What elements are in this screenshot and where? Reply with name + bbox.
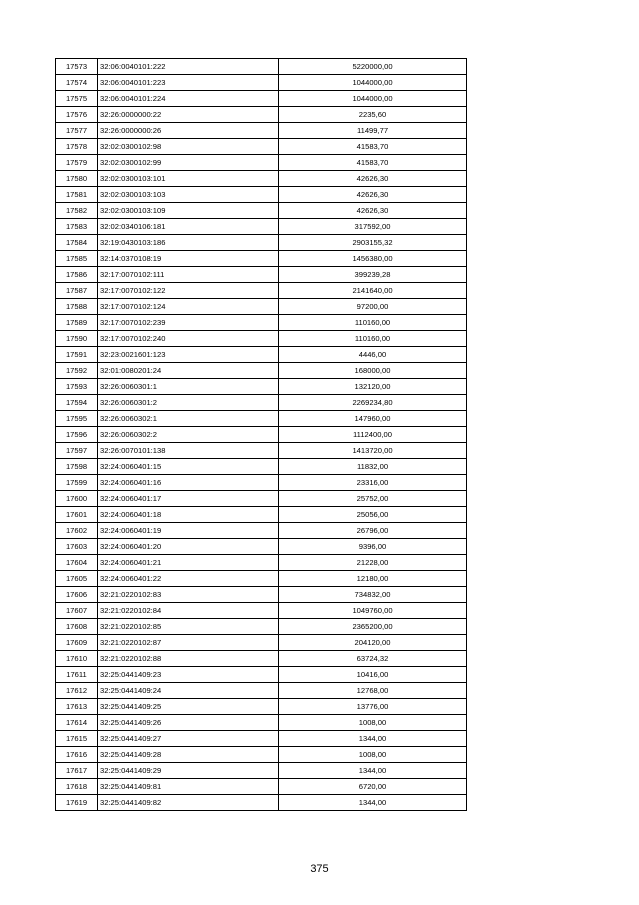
value-cell: 4446,00 [279,347,467,363]
cadastral-number-cell: 32:06:0040101:222 [98,59,279,75]
cadastral-number-cell: 32:24:0060401:15 [98,459,279,475]
table-row [56,171,467,187]
value-cell: 25752,00 [279,491,467,507]
row-number-cell: 17594 [56,395,98,411]
cadastral-number-cell: 32:17:0070102:124 [98,299,279,315]
row-number-cell: 17601 [56,507,98,523]
value-cell: 1049760,00 [279,603,467,619]
cadastral-number-cell: 32:21:0220102:83 [98,587,279,603]
page-number: 375 [310,863,329,875]
value-cell: 26796,00 [279,523,467,539]
row-number-cell: 17616 [56,747,98,763]
row-number-cell: 17619 [56,795,98,811]
row-number-cell: 17574 [56,75,98,91]
cadastral-number-cell: 32:26:0060302:2 [98,427,279,443]
table-row [56,523,467,539]
table-row [56,555,467,571]
cadastral-number-cell: 32:26:0070101:138 [98,443,279,459]
value-cell: 1344,00 [279,731,467,747]
cadastral-number-cell: 32:23:0021601:123 [98,347,279,363]
row-number-cell: 17617 [56,763,98,779]
cadastral-number-cell: 32:21:0220102:84 [98,603,279,619]
table-row [56,347,467,363]
row-number-cell: 17603 [56,539,98,555]
value-cell: 5220000,00 [279,59,467,75]
cadastral-number-cell: 32:02:0300103:103 [98,187,279,203]
cadastral-number-cell: 32:17:0070102:240 [98,331,279,347]
table-row [56,59,467,75]
value-cell: 132120,00 [279,379,467,395]
table-row [56,187,467,203]
table-row [56,507,467,523]
table-row [56,299,467,315]
row-number-cell: 17577 [56,123,98,139]
value-cell: 11832,00 [279,459,467,475]
row-number-cell: 17583 [56,219,98,235]
table-row [56,699,467,715]
row-number-cell: 17591 [56,347,98,363]
table-row [56,107,467,123]
row-number-cell: 17610 [56,651,98,667]
value-cell: 2269234,80 [279,395,467,411]
value-cell: 2903155,32 [279,235,467,251]
value-cell: 42626,30 [279,203,467,219]
table-row [56,475,467,491]
table-row [56,667,467,683]
row-number-cell: 17586 [56,267,98,283]
value-cell: 11499,77 [279,123,467,139]
value-cell: 1044000,00 [279,75,467,91]
registry-table-body [56,59,467,811]
value-cell: 10416,00 [279,667,467,683]
cadastral-number-cell: 32:26:0060302:1 [98,411,279,427]
table-row [56,251,467,267]
table-row [56,267,467,283]
table-row [56,123,467,139]
row-number-cell: 17589 [56,315,98,331]
cadastral-number-cell: 32:24:0060401:20 [98,539,279,555]
value-cell: 41583,70 [279,139,467,155]
cadastral-number-cell: 32:14:0370108:19 [98,251,279,267]
cadastral-number-cell: 32:24:0060401:16 [98,475,279,491]
cadastral-number-cell: 32:17:0070102:122 [98,283,279,299]
value-cell: 63724,32 [279,651,467,667]
table-row [56,619,467,635]
value-cell: 9396,00 [279,539,467,555]
row-number-cell: 17595 [56,411,98,427]
row-number-cell: 17581 [56,187,98,203]
table-row [56,427,467,443]
row-number-cell: 17575 [56,91,98,107]
cadastral-number-cell: 32:21:0220102:87 [98,635,279,651]
row-number-cell: 17588 [56,299,98,315]
table-row [56,363,467,379]
table-row [56,747,467,763]
table-row [56,75,467,91]
cadastral-number-cell: 32:06:0040101:223 [98,75,279,91]
row-number-cell: 17607 [56,603,98,619]
cadastral-number-cell: 32:01:0080201:24 [98,363,279,379]
value-cell: 317592,00 [279,219,467,235]
cadastral-number-cell: 32:02:0300103:101 [98,171,279,187]
row-number-cell: 17615 [56,731,98,747]
value-cell: 21228,00 [279,555,467,571]
value-cell: 399239,28 [279,267,467,283]
table-row [56,779,467,795]
row-number-cell: 17600 [56,491,98,507]
cadastral-number-cell: 32:26:0000000:22 [98,107,279,123]
cadastral-number-cell: 32:02:0340106:181 [98,219,279,235]
cadastral-number-cell: 32:17:0070102:239 [98,315,279,331]
cadastral-number-cell: 32:21:0220102:88 [98,651,279,667]
table-row [56,331,467,347]
table-row [56,395,467,411]
row-number-cell: 17613 [56,699,98,715]
cadastral-number-cell: 32:24:0060401:19 [98,523,279,539]
row-number-cell: 17579 [56,155,98,171]
cadastral-number-cell: 32:26:0060301:1 [98,379,279,395]
row-number-cell: 17605 [56,571,98,587]
value-cell: 1044000,00 [279,91,467,107]
row-number-cell: 17578 [56,139,98,155]
row-number-cell: 17592 [56,363,98,379]
value-cell: 42626,30 [279,171,467,187]
table-row [56,139,467,155]
cadastral-number-cell: 32:21:0220102:85 [98,619,279,635]
value-cell: 110160,00 [279,331,467,347]
row-number-cell: 17606 [56,587,98,603]
row-number-cell: 17608 [56,619,98,635]
table-row [56,651,467,667]
cadastral-number-cell: 32:25:0441409:26 [98,715,279,731]
row-number-cell: 17576 [56,107,98,123]
table-row [56,379,467,395]
value-cell: 734832,00 [279,587,467,603]
cadastral-number-cell: 32:24:0060401:18 [98,507,279,523]
cadastral-number-cell: 32:25:0441409:28 [98,747,279,763]
value-cell: 1344,00 [279,763,467,779]
table-row [56,635,467,651]
cadastral-number-cell: 32:17:0070102:111 [98,267,279,283]
row-number-cell: 17604 [56,555,98,571]
row-number-cell: 17580 [56,171,98,187]
row-number-cell: 17593 [56,379,98,395]
row-number-cell: 17585 [56,251,98,267]
value-cell: 6720,00 [279,779,467,795]
row-number-cell: 17599 [56,475,98,491]
table-row [56,203,467,219]
value-cell: 97200,00 [279,299,467,315]
cadastral-number-cell: 32:26:0000000:26 [98,123,279,139]
row-number-cell: 17618 [56,779,98,795]
row-number-cell: 17611 [56,667,98,683]
cadastral-number-cell: 32:02:0300102:99 [98,155,279,171]
table-row [56,91,467,107]
cadastral-number-cell: 32:24:0060401:17 [98,491,279,507]
row-number-cell: 17597 [56,443,98,459]
cadastral-number-cell: 32:25:0441409:29 [98,763,279,779]
table-row [56,491,467,507]
value-cell: 147960,00 [279,411,467,427]
row-number-cell: 17614 [56,715,98,731]
value-cell: 1456380,00 [279,251,467,267]
cadastral-number-cell: 32:25:0441409:24 [98,683,279,699]
value-cell: 42626,30 [279,187,467,203]
value-cell: 13776,00 [279,699,467,715]
table-row [56,795,467,811]
registry-table [55,58,467,811]
cadastral-number-cell: 32:24:0060401:22 [98,571,279,587]
value-cell: 1413720,00 [279,443,467,459]
row-number-cell: 17602 [56,523,98,539]
cadastral-number-cell: 32:02:0300103:109 [98,203,279,219]
table-row [56,219,467,235]
table-row [56,683,467,699]
row-number-cell: 17596 [56,427,98,443]
value-cell: 12180,00 [279,571,467,587]
value-cell: 2235,60 [279,107,467,123]
table-row [56,603,467,619]
row-number-cell: 17587 [56,283,98,299]
value-cell: 1344,00 [279,795,467,811]
value-cell: 1008,00 [279,747,467,763]
cadastral-number-cell: 32:26:0060301:2 [98,395,279,411]
table-row [56,571,467,587]
row-number-cell: 17582 [56,203,98,219]
cadastral-number-cell: 32:02:0300102:98 [98,139,279,155]
table-row [56,731,467,747]
value-cell: 1008,00 [279,715,467,731]
cadastral-number-cell: 32:25:0441409:23 [98,667,279,683]
cadastral-number-cell: 32:24:0060401:21 [98,555,279,571]
value-cell: 25056,00 [279,507,467,523]
value-cell: 168000,00 [279,363,467,379]
row-number-cell: 17584 [56,235,98,251]
row-number-cell: 17573 [56,59,98,75]
table-row [56,763,467,779]
row-number-cell: 17609 [56,635,98,651]
cadastral-number-cell: 32:25:0441409:25 [98,699,279,715]
value-cell: 41583,70 [279,155,467,171]
table-row [56,539,467,555]
table-row [56,715,467,731]
cadastral-number-cell: 32:19:0430103:186 [98,235,279,251]
value-cell: 110160,00 [279,315,467,331]
table-row [56,315,467,331]
row-number-cell: 17612 [56,683,98,699]
table-row [56,587,467,603]
table-row [56,459,467,475]
value-cell: 23316,00 [279,475,467,491]
value-cell: 2141640,00 [279,283,467,299]
cadastral-number-cell: 32:25:0441409:82 [98,795,279,811]
table-row [56,155,467,171]
table-row [56,283,467,299]
table-row [56,411,467,427]
row-number-cell: 17598 [56,459,98,475]
table-row [56,235,467,251]
value-cell: 1112400,00 [279,427,467,443]
cadastral-number-cell: 32:25:0441409:27 [98,731,279,747]
table-row [56,443,467,459]
cadastral-number-cell: 32:25:0441409:81 [98,779,279,795]
value-cell: 12768,00 [279,683,467,699]
value-cell: 204120,00 [279,635,467,651]
value-cell: 2365200,00 [279,619,467,635]
cadastral-number-cell: 32:06:0040101:224 [98,91,279,107]
row-number-cell: 17590 [56,331,98,347]
